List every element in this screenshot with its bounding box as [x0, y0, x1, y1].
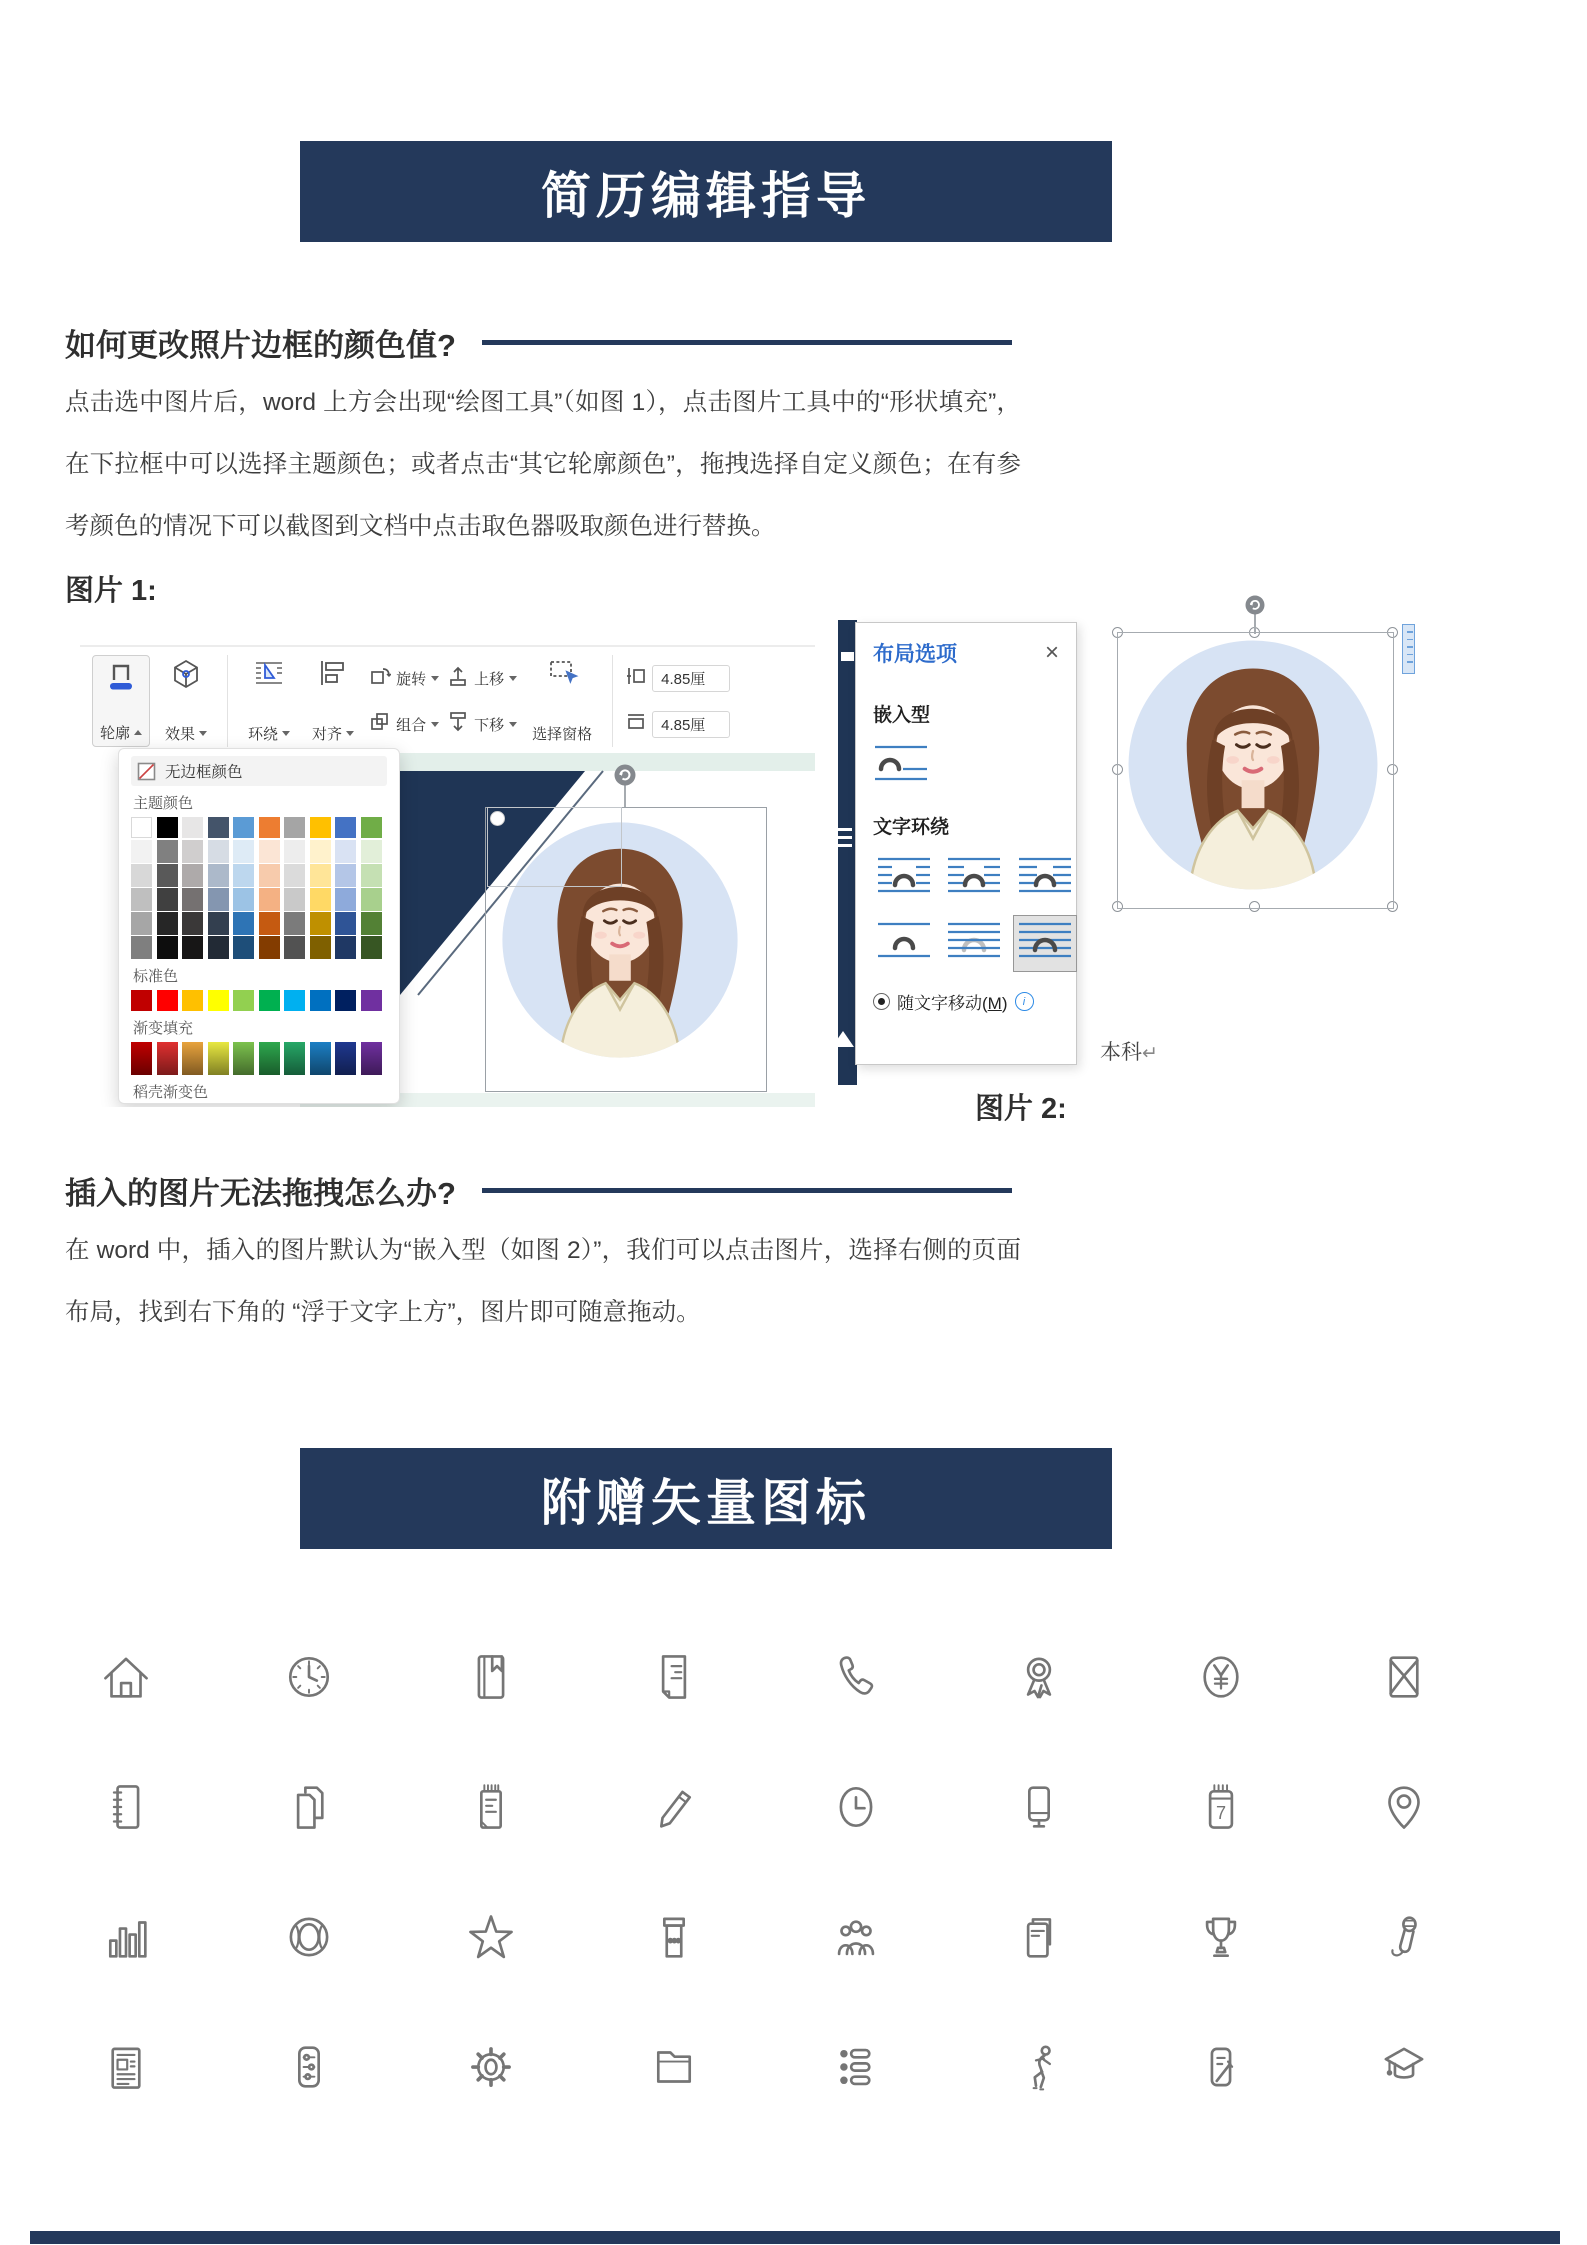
inline-section-label: 嵌入型	[873, 705, 931, 726]
tint-swatch[interactable]	[131, 840, 152, 863]
color-swatch[interactable]	[310, 990, 331, 1011]
tint-swatch[interactable]	[208, 936, 229, 959]
gradient-swatch[interactable]	[310, 1042, 331, 1075]
tint-swatch[interactable]	[131, 888, 152, 911]
phone-icon	[827, 1648, 885, 1706]
tint-swatch[interactable]	[335, 864, 356, 887]
outline-icon	[106, 659, 136, 696]
tint-swatch[interactable]	[208, 888, 229, 911]
color-swatch[interactable]	[284, 817, 305, 838]
wallet-icon	[1010, 1908, 1068, 1966]
color-swatch[interactable]	[131, 817, 152, 838]
tint-swatch[interactable]	[284, 936, 305, 959]
gear-icon	[462, 2038, 520, 2096]
newspaper-icon	[97, 2038, 155, 2096]
effects-icon	[171, 658, 201, 695]
shape-selection-rect	[487, 807, 622, 887]
color-swatch[interactable]	[182, 817, 203, 838]
location-icon	[1375, 1778, 1433, 1836]
caret-down-icon	[509, 676, 517, 685]
height-field[interactable]: 4.85厘	[652, 665, 730, 692]
move-down-icon	[447, 711, 469, 737]
move-with-text-label: 随文字移动(M)	[897, 994, 1008, 1013]
radio-selected-icon[interactable]	[873, 993, 890, 1010]
wrap-tight-option[interactable]	[943, 851, 1005, 906]
tint-swatch[interactable]	[233, 864, 254, 887]
folder-icon	[645, 2038, 703, 2096]
color-swatch[interactable]	[284, 990, 305, 1011]
outline-button[interactable]: 轮廓	[92, 655, 150, 747]
wrap-options-grid	[873, 851, 1059, 972]
tint-swatch[interactable]	[310, 936, 331, 959]
selection-pane-icon	[545, 658, 579, 693]
gradient-swatch[interactable]	[284, 1042, 305, 1075]
color-swatch[interactable]	[157, 817, 178, 838]
edit-doc-icon	[1192, 2038, 1250, 2096]
outline-color-dropdown	[118, 748, 400, 1104]
layout-options-title: 布局选项	[873, 643, 957, 666]
color-swatch[interactable]	[335, 817, 356, 838]
effects-button[interactable]: 效果	[158, 655, 214, 747]
archive-icon	[645, 1908, 703, 1966]
rotate-icon	[369, 665, 391, 691]
caret-down-icon	[431, 722, 439, 731]
notebook-icon	[97, 1778, 155, 1836]
wrap-button[interactable]: 环绕	[241, 655, 297, 747]
tint-swatch[interactable]	[157, 888, 178, 911]
rotate-handle-icon[interactable]	[1244, 594, 1266, 616]
gradient-fill-label: 渐变填充	[133, 1020, 194, 1037]
book-icon	[462, 1648, 520, 1706]
group-icon	[369, 711, 391, 737]
tint-swatch[interactable]	[233, 912, 254, 935]
trophy-icon	[1192, 1908, 1250, 1966]
tint-swatch[interactable]	[284, 864, 305, 887]
tint-swatch[interactable]	[310, 864, 331, 887]
section1-rule	[482, 340, 1012, 345]
gradient-swatch[interactable]	[361, 1042, 382, 1075]
color-swatch[interactable]	[157, 990, 178, 1011]
microphone-icon	[1375, 1908, 1433, 1966]
tint-swatch[interactable]	[233, 936, 254, 959]
sliders-icon	[280, 2038, 338, 2096]
tint-swatch[interactable]	[361, 888, 382, 911]
tint-swatch[interactable]	[335, 840, 356, 863]
icons-banner-title: 附赠矢量图标	[541, 1474, 871, 1531]
tint-swatch[interactable]	[233, 888, 254, 911]
rotation-stem	[624, 785, 626, 807]
tint-swatch[interactable]	[259, 864, 280, 887]
resume-decor	[838, 1020, 854, 1047]
bring-forward-button[interactable]: 上移	[447, 665, 517, 691]
color-swatch[interactable]	[131, 990, 152, 1011]
wrap-through-option[interactable]	[1014, 851, 1076, 906]
runner-icon	[1010, 2038, 1068, 2096]
section1-heading: 如何更改照片边框的颜色值?	[65, 328, 456, 363]
tint-swatch[interactable]	[233, 840, 254, 863]
calendar-icon	[1192, 1778, 1250, 1836]
color-swatch[interactable]	[233, 817, 254, 838]
tint-swatch[interactable]	[182, 912, 203, 935]
info-icon[interactable]: i	[1015, 992, 1034, 1011]
document-icon	[645, 1648, 703, 1706]
color-swatch[interactable]	[259, 990, 280, 1011]
theme-colors-label: 主题颜色	[133, 795, 194, 812]
time-icon	[827, 1778, 885, 1836]
tint-swatch[interactable]	[361, 840, 382, 863]
vertical-ruler	[1402, 624, 1415, 674]
color-swatch[interactable]	[361, 817, 382, 838]
team-icon	[827, 1908, 885, 1966]
figure1-label: 图片 1:	[65, 575, 157, 607]
width-field[interactable]: 4.85厘	[652, 711, 730, 738]
standard-color-row	[131, 990, 387, 1011]
gradient-swatch-row	[131, 1042, 387, 1075]
tint-swatch[interactable]	[182, 888, 203, 911]
caret-up-icon	[134, 726, 142, 735]
memo-icon	[462, 1778, 520, 1836]
tint-swatch[interactable]	[284, 888, 305, 911]
caret-down-icon	[346, 731, 354, 740]
gradient-swatch[interactable]	[131, 1042, 152, 1075]
tint-swatch[interactable]	[335, 888, 356, 911]
resume-decor	[841, 652, 854, 661]
tint-swatch[interactable]	[361, 936, 382, 959]
wrap-in-front-option[interactable]	[1013, 915, 1077, 972]
tint-swatch[interactable]	[131, 936, 152, 959]
rotate-button[interactable]: 旋转	[369, 665, 439, 691]
move-with-text-radio-row[interactable]	[873, 989, 1059, 1014]
gradient-swatch[interactable]	[233, 1042, 254, 1075]
icons-banner	[300, 1448, 1112, 1549]
toolbar-separator	[227, 655, 228, 747]
tint-swatch[interactable]	[157, 912, 178, 935]
lifebuoy-icon	[280, 1908, 338, 1966]
gradient-swatch[interactable]	[208, 1042, 229, 1075]
gradient-swatch[interactable]	[335, 1042, 356, 1075]
align-button[interactable]: 对齐	[305, 655, 361, 747]
close-icon[interactable]: ×	[1044, 639, 1059, 666]
copy-icon	[280, 1778, 338, 1836]
tint-swatch[interactable]	[131, 912, 152, 935]
tint-swatch[interactable]	[259, 936, 280, 959]
color-swatch[interactable]	[208, 990, 229, 1011]
section2-body: 在 word 中，插入的图片默认为“嵌入型（如图 2）”，我们可以点击图片，选择右侧的页面布局，找到右下角的 “浮于文字上方”，图片即可随意拖动。	[65, 1237, 1021, 1326]
home-icon	[97, 1648, 155, 1706]
figure2-label: 图片 2:	[975, 1093, 1067, 1125]
tint-swatch[interactable]	[361, 864, 382, 887]
width-icon	[626, 712, 646, 737]
tint-swatch[interactable]	[131, 864, 152, 887]
section2-rule	[482, 1188, 1012, 1193]
tint-swatch[interactable]	[310, 840, 331, 863]
gradient-swatch[interactable]	[182, 1042, 203, 1075]
list-icon	[827, 2038, 885, 2096]
tint-swatch[interactable]	[310, 912, 331, 935]
wrap-topbottom-option[interactable]	[873, 916, 935, 971]
caret-down-icon	[199, 731, 207, 740]
color-swatch[interactable]	[335, 990, 356, 1011]
tint-swatch[interactable]	[157, 840, 178, 863]
selection-pane-button[interactable]: 选择窗格	[525, 655, 599, 747]
yen-coin-icon	[1192, 1648, 1250, 1706]
resume-degree-text: 本科↵	[1100, 1041, 1158, 1064]
resume-decor	[838, 828, 852, 831]
medal-icon	[1010, 1648, 1068, 1706]
star-icon	[462, 1908, 520, 1966]
svg-text:7: 7	[1216, 1803, 1227, 1824]
graduation-cap-icon	[1375, 2038, 1433, 2096]
move-up-icon	[447, 665, 469, 691]
tint-swatch[interactable]	[182, 864, 203, 887]
photo-selection-frame[interactable]	[1117, 632, 1394, 909]
rotate-handle-icon[interactable]	[613, 763, 637, 787]
no-border-color-item[interactable]: 无边框颜色	[131, 756, 387, 786]
color-swatch[interactable]	[233, 990, 254, 1011]
clock-icon	[280, 1648, 338, 1706]
word-toolbar	[80, 645, 815, 753]
tint-rows	[131, 840, 387, 959]
gradient-swatch[interactable]	[157, 1042, 178, 1075]
tint-swatch[interactable]	[335, 912, 356, 935]
color-swatch[interactable]	[208, 817, 229, 838]
tint-swatch[interactable]	[157, 864, 178, 887]
guide-banner-title: 简历编辑指导	[541, 167, 871, 224]
caret-down-icon	[431, 676, 439, 685]
tint-swatch[interactable]	[208, 864, 229, 887]
toolbar-separator	[612, 655, 613, 747]
monitor-icon	[1010, 1778, 1068, 1836]
color-swatch[interactable]	[182, 990, 203, 1011]
pencil-icon	[645, 1778, 703, 1836]
tint-swatch[interactable]	[361, 912, 382, 935]
caret-down-icon	[282, 731, 290, 740]
figure1-screenshot	[80, 645, 815, 1107]
align-icon	[317, 658, 349, 693]
wrap-icon	[253, 658, 285, 693]
color-swatch[interactable]	[259, 817, 280, 838]
tint-swatch[interactable]	[182, 840, 203, 863]
footer-bar	[30, 2231, 1560, 2244]
tint-swatch[interactable]	[284, 912, 305, 935]
color-swatch[interactable]	[310, 817, 331, 838]
mail-icon	[1375, 1648, 1433, 1706]
standard-colors-label: 标准色	[133, 968, 179, 985]
tint-swatch[interactable]	[259, 840, 280, 863]
caret-down-icon	[509, 722, 517, 731]
bar-chart-icon	[97, 1908, 155, 1966]
wrap-behind-text-option[interactable]	[943, 916, 1005, 971]
color-swatch[interactable]	[361, 990, 382, 1011]
tint-swatch[interactable]	[182, 936, 203, 959]
tint-swatch[interactable]	[259, 888, 280, 911]
text-wrap-section-label: 文字环绕	[873, 817, 950, 838]
theme-color-row	[131, 817, 387, 838]
wrap-square-option[interactable]	[873, 851, 935, 906]
return-mark: ↵	[1142, 1043, 1158, 1064]
section2-heading-row	[65, 1168, 1012, 1213]
tint-swatch[interactable]	[259, 912, 280, 935]
send-backward-button[interactable]: 下移	[447, 711, 517, 737]
layout-options-panel	[855, 622, 1077, 1065]
no-color-icon	[137, 762, 156, 781]
section2-heading: 插入的图片无法拖拽怎么办?	[65, 1176, 456, 1211]
section1-body: 点击选中图片后，word 上方会出现“绘图工具”（如图 1），点击图片工具中的“形状填充”，在下拉框中可以选择主题颜色；或者点击“其它轮廓颜色”，拖拽选择自定义颜色；在有参考颜色的情况下可以截图到文档中点击取色器吸取颜色进行替换。	[65, 389, 1021, 540]
gradient-swatch[interactable]	[259, 1042, 280, 1075]
vector-icon-grid	[35, 1612, 1495, 2132]
shell-gradient-label: 稻壳渐变色	[133, 1084, 209, 1101]
section1-heading-row	[65, 320, 1012, 365]
tint-swatch[interactable]	[284, 840, 305, 863]
tint-swatch[interactable]	[157, 936, 178, 959]
height-icon	[626, 666, 646, 691]
tint-swatch[interactable]	[208, 840, 229, 863]
tint-swatch[interactable]	[208, 912, 229, 935]
inline-wrap-option[interactable]	[873, 739, 1059, 788]
group-button[interactable]: 组合	[369, 711, 439, 737]
tint-swatch[interactable]	[335, 936, 356, 959]
shape-handle[interactable]	[490, 811, 505, 826]
guide-banner	[300, 141, 1112, 242]
tint-swatch[interactable]	[310, 888, 331, 911]
